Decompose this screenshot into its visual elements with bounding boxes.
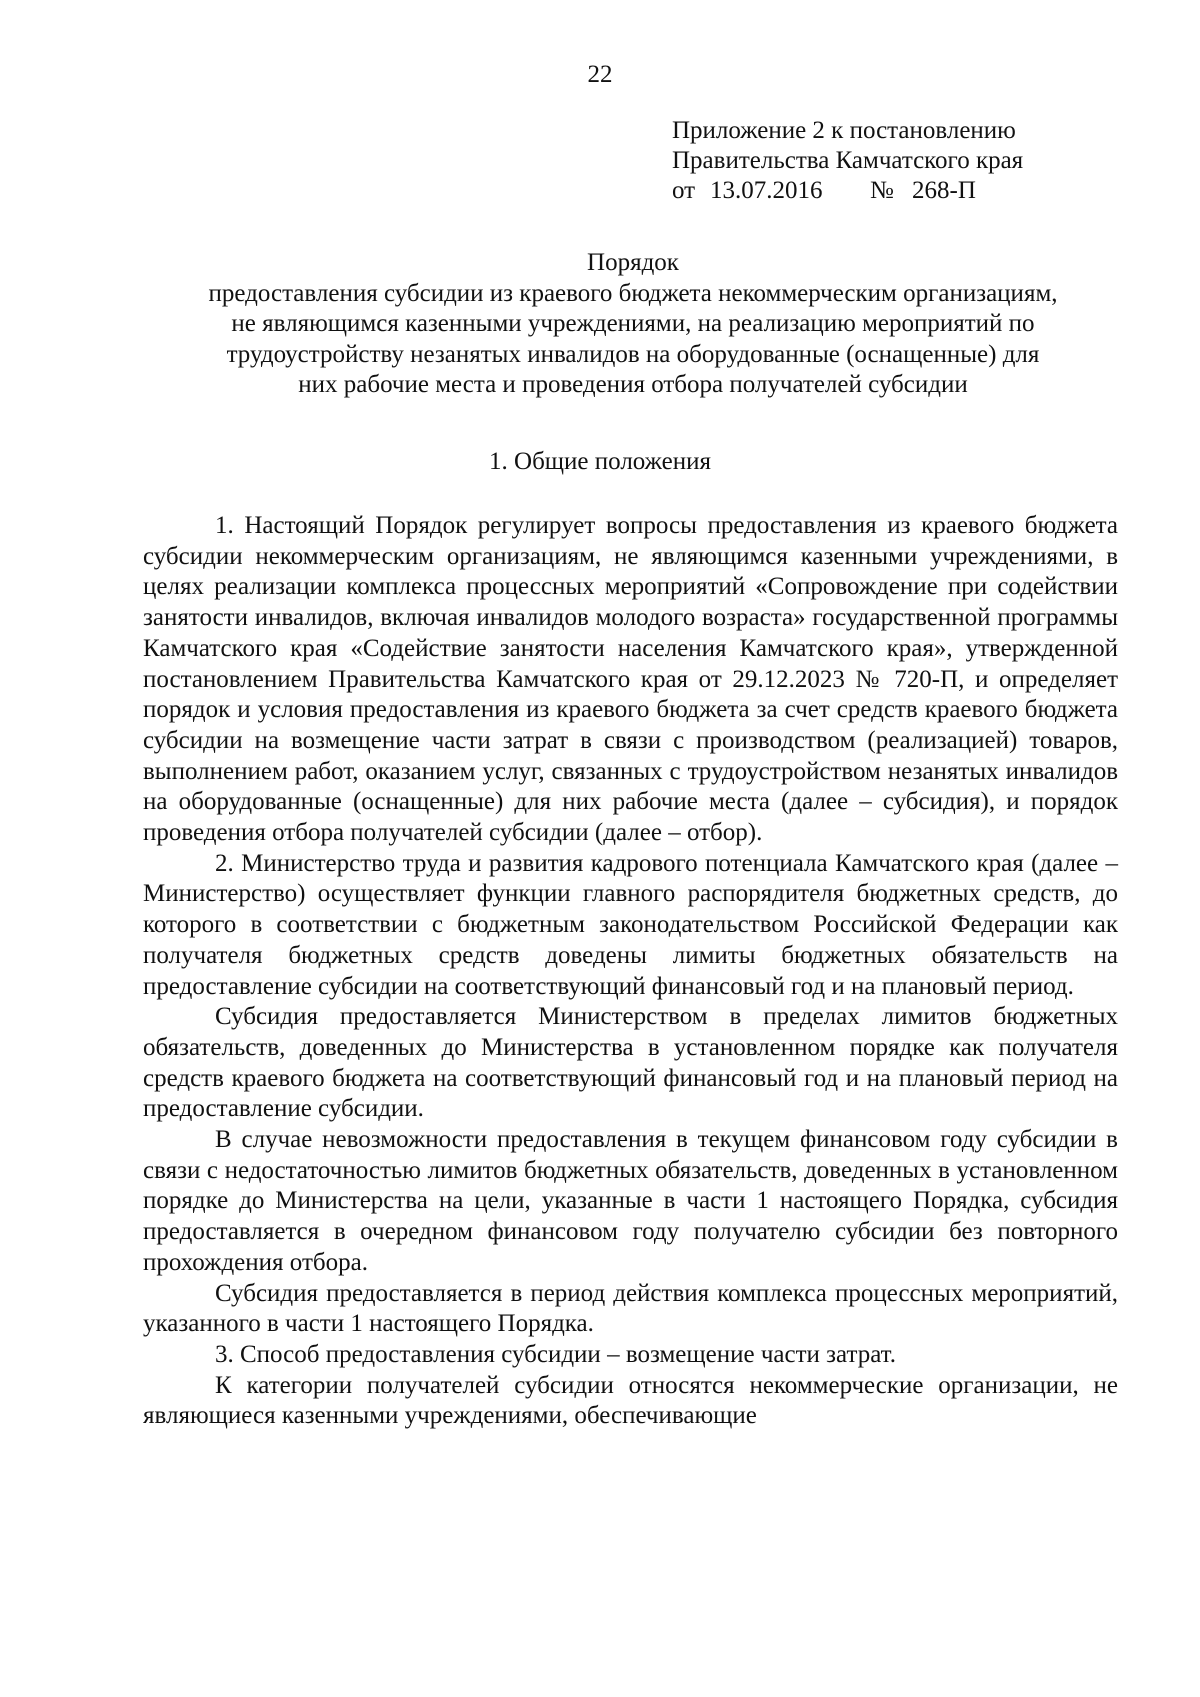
section-heading: 1. Общие положения bbox=[489, 448, 711, 475]
paragraph-3: Субсидия предоставляется Министерством в пределах лимитов бюджетных обязательств, доведенных до Министерства в установленном порядке как получателя средств краевого бюджета на соответствующий финансовый год и на плановый период на предоставление субсидии. bbox=[143, 1003, 1118, 1123]
appendix-date-line bbox=[672, 176, 1092, 206]
appendix-line-2: Правительства Камчатского края bbox=[672, 147, 1024, 174]
paragraph-1: 1. Настоящий Порядок регулирует вопросы предоставления из краевого бюджета субсидии некоммерческим организациям, не являющимся казенными учреждениями, в целях реализации комплекса процессных мероприятий «Сопровождение при содействии занятости инвалидов, включая инвалидов молодого возраста» государственной программы Камчатского края «Содействие занятости населения Камчатского края», утвержденной постановлением Правительства Камчатского края от 29.12.2023 № 720-П, и определяет порядок и условия предоставления из краевого бюджета за счет средств краевого бюджета субсидии на возмещение части затрат в связи с производством (реализацией) товаров, выполнением работ, оказанием услуг, связанных с трудоустройством незанятых инвалидов на оборудованные (оснащенные) для них рабочие места (далее – субсидия), и порядок проведения отбора получателей субсидии (далее – отбор). bbox=[143, 512, 1118, 847]
body-text bbox=[143, 511, 1118, 1432]
title-heading: Порядок bbox=[587, 249, 679, 276]
title-line-2: не являющимся казенными учреждениями, на реализацию мероприятий по bbox=[231, 310, 1035, 337]
appendix-date: 13.07.2016 bbox=[710, 177, 823, 204]
title-line-1: предоставления субсидии из краевого бюджета некоммерческим организациям, bbox=[208, 279, 1058, 307]
appendix-number-sign: № bbox=[870, 177, 894, 204]
title-line-3: трудоустройству незанятых инвалидов на оборудованные (оснащенные) для bbox=[226, 340, 1040, 368]
appendix-reference bbox=[672, 116, 1092, 206]
paragraph-6: 3. Способ предоставления субсидии – возмещение части затрат. bbox=[215, 1340, 896, 1368]
document-title bbox=[143, 248, 1123, 401]
paragraph-4: В случае невозможности предоставления в текущем финансовом году субсидии в связи с недостаточностью лимитов бюджетных обязательств, доведенных в установленном порядке до Министерства на цели, указанные в части 1 настоящего Порядка, субсидия предоставляется в очередном финансовом году получателю субсидии без повторного прохождения отбора. bbox=[143, 1126, 1118, 1276]
paragraph-5: Субсидия предоставляется в период действия комплекса процессных мероприятий, указанного в части 1 настоящего Порядка. bbox=[143, 1279, 1118, 1338]
appendix-line-1: Приложение 2 к постановлению bbox=[672, 117, 1016, 144]
paragraph-2: 2. Министерство труда и развития кадрового потенциала Камчатского края (далее – Министерство) осуществляет функции главного распорядителя бюджетных средств, до которого в соответствии с бюджетным законодательством Российской Федерации как получателя бюджетных средств доведены лимиты бюджетных обязательств на предоставление субсидии на соответствующий финансовый год и на плановый период. bbox=[143, 849, 1118, 1000]
title-line-4: них рабочие места и проведения отбора получателей субсидии bbox=[298, 371, 968, 398]
appendix-from-label: от bbox=[672, 177, 696, 204]
page-number: 22 bbox=[587, 61, 613, 88]
appendix-number: 268-П bbox=[912, 177, 976, 204]
paragraph-7: К категории получателей субсидии относятся некоммерческие организации, не являющиеся казенными учреждениями, обеспечивающие bbox=[143, 1371, 1118, 1430]
